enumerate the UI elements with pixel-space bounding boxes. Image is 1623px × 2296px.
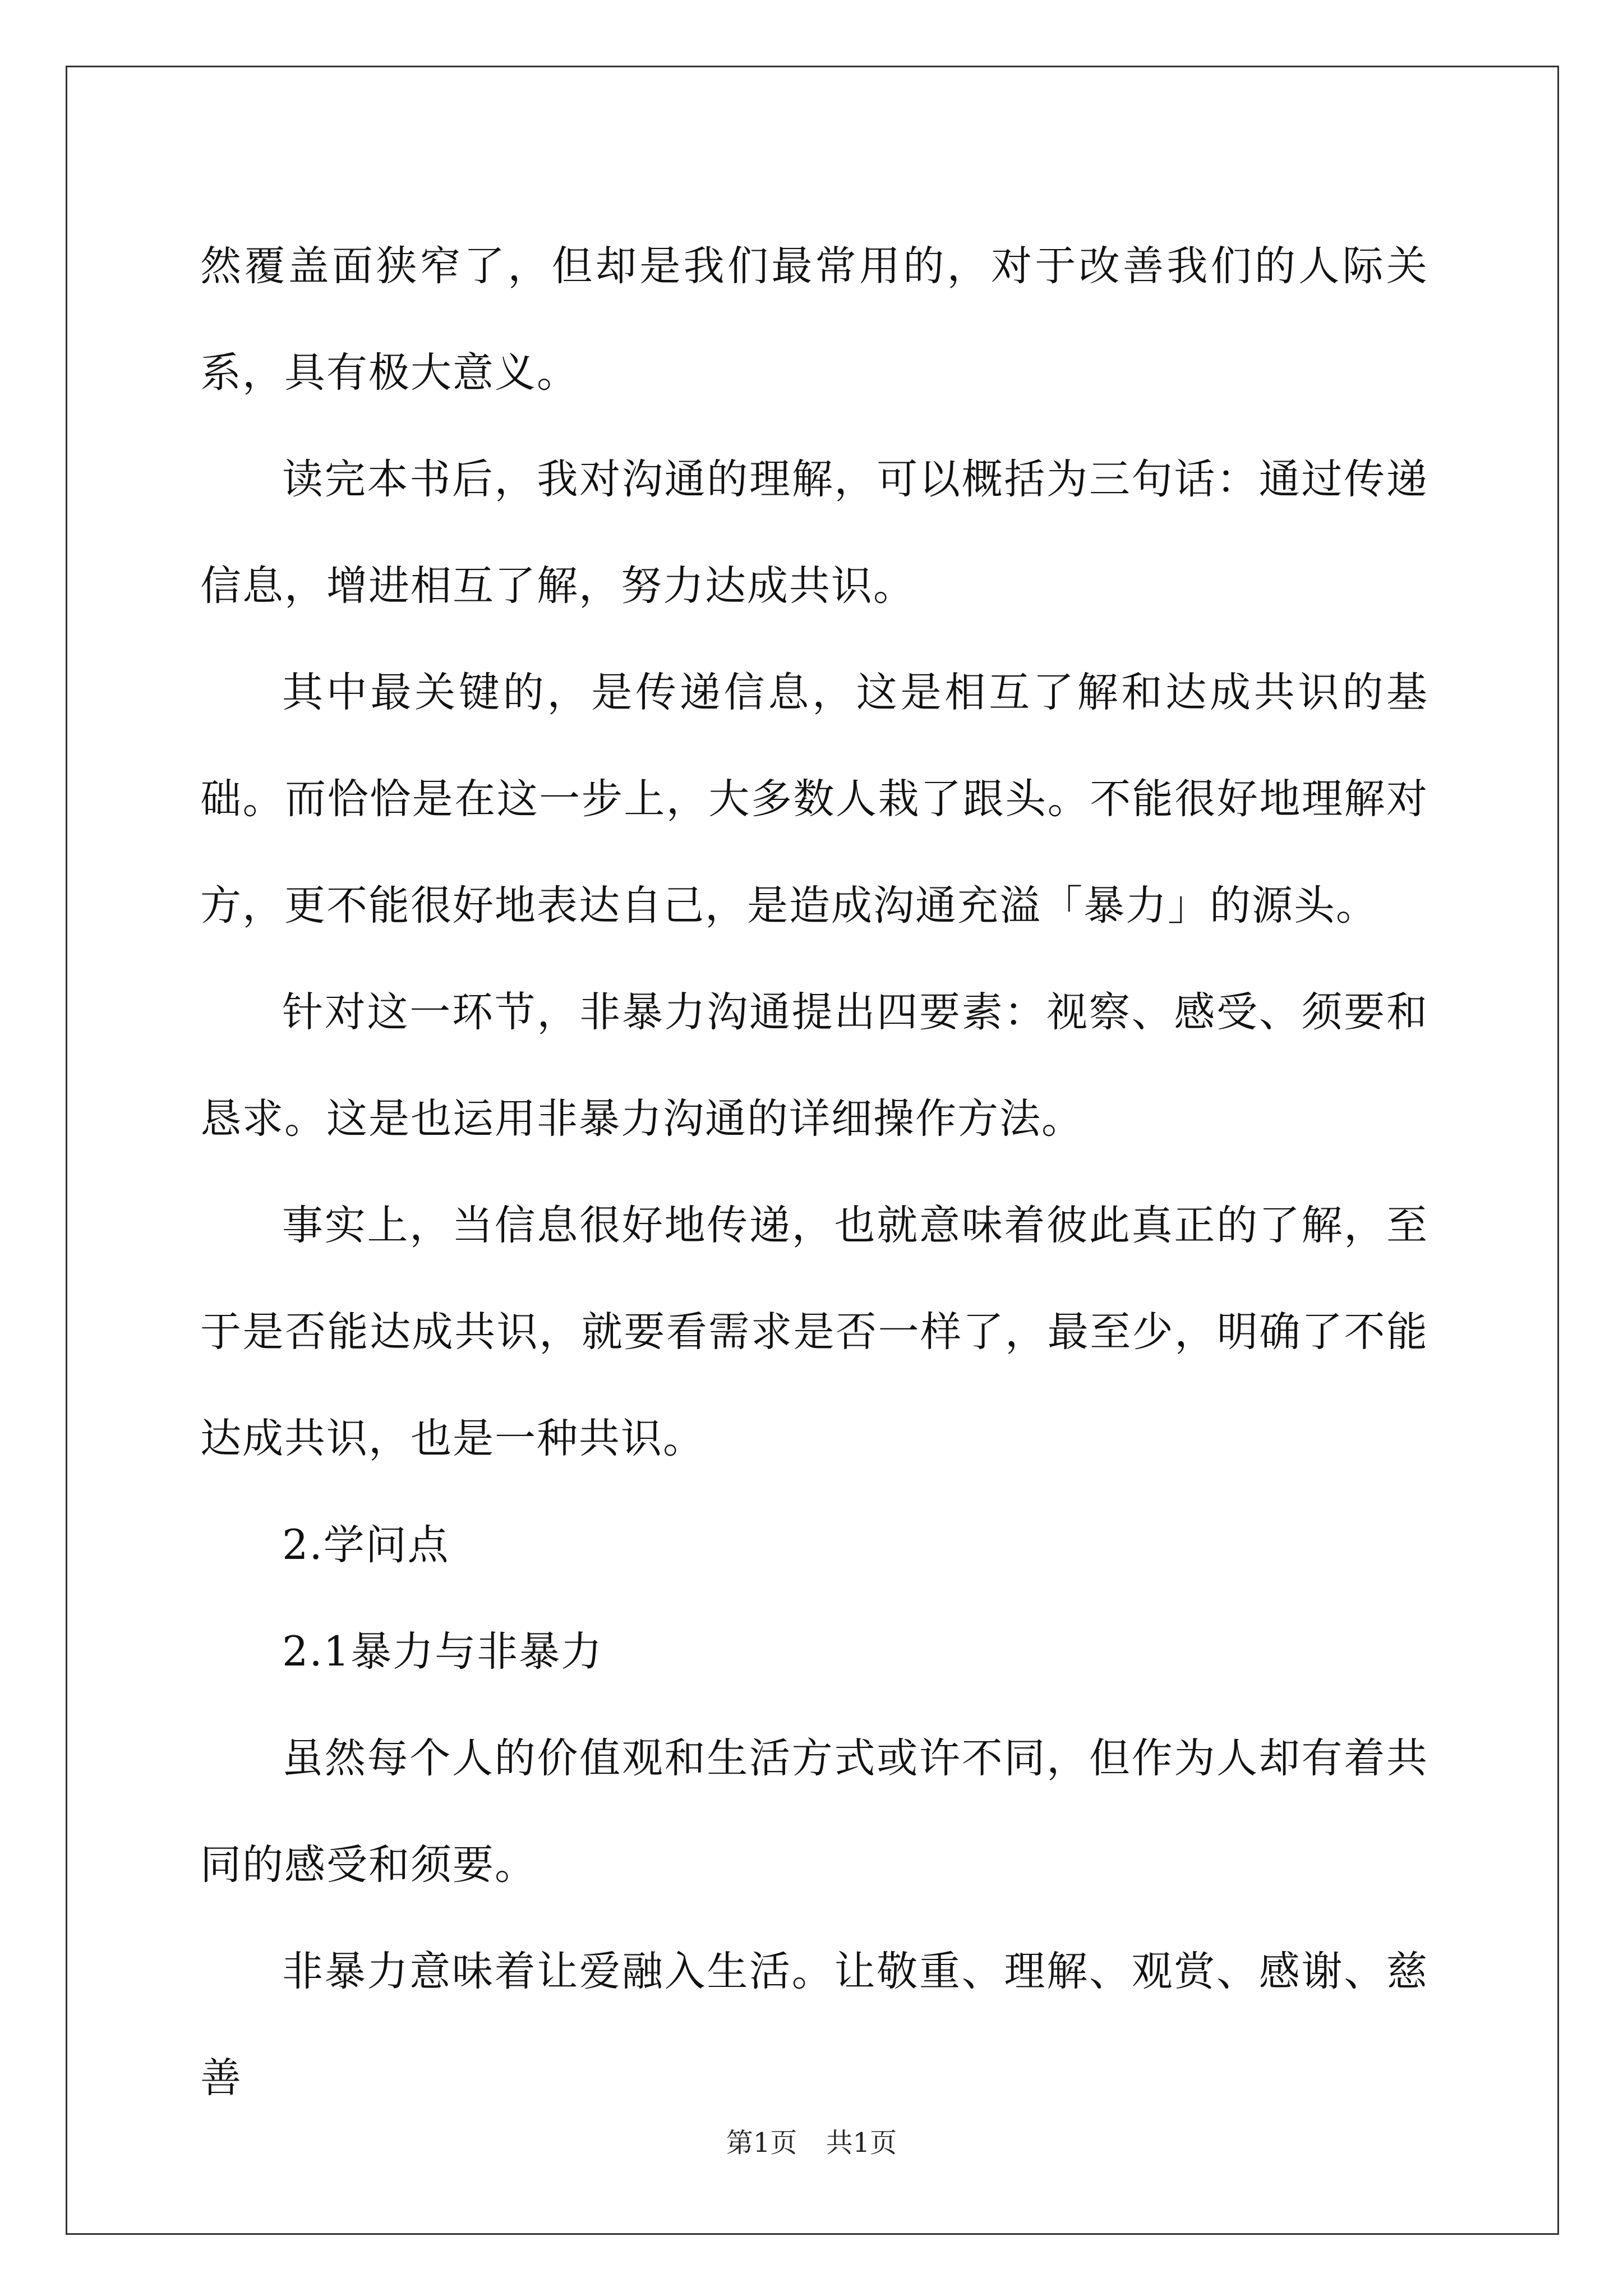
paragraph-5: 事实上，当信息很好地传递，也就意味着彼此真正的了解，至于是否能达成共识，就要看需求是否一样了，最至少，明确了不能达成共识，也是一种共识。	[200, 1202, 1428, 1462]
paragraph-3: 其中最关键的，是传递信息，这是相互了解和达成共识的基础。而恰恰是在这一步上，大多数人栽了跟头。不能很好地理解对方，更不能很好地表达自己，是造成沟通充溢「暴力」的源头。	[200, 669, 1428, 930]
paragraph-4: 针对这一环节，非暴力沟通提出四要素：视察、感受、须要和恳求。这是也运用非暴力沟通的详细操作方法。	[200, 988, 1428, 1143]
subsection-heading: 2.1暴力与非暴力	[282, 1628, 603, 1676]
section-heading: 2.学问点	[282, 1521, 450, 1569]
page-number-current: 第1页	[726, 2127, 797, 2159]
paragraph-7: 非暴力意味着让爱融入生活。让敬重、理解、观赏、感谢、慈善	[200, 1948, 1428, 2102]
page-number-total: 共1页	[826, 2127, 897, 2159]
page-footer	[0, 2126, 1623, 2160]
paragraph-1: 然覆盖面狭窄了，但却是我们最常用的，对于改善我们的人际关系，具有极大意义。	[200, 242, 1428, 397]
document-body	[200, 213, 1428, 2132]
paragraph-2: 读完本书后，我对沟通的理解，可以概括为三句话：通过传递信息，增进相互了解，努力达成共识。	[200, 455, 1428, 610]
paragraph-6: 虽然每个人的价值观和生活方式或许不同，但作为人却有着共同的感受和须要。	[200, 1734, 1428, 1889]
